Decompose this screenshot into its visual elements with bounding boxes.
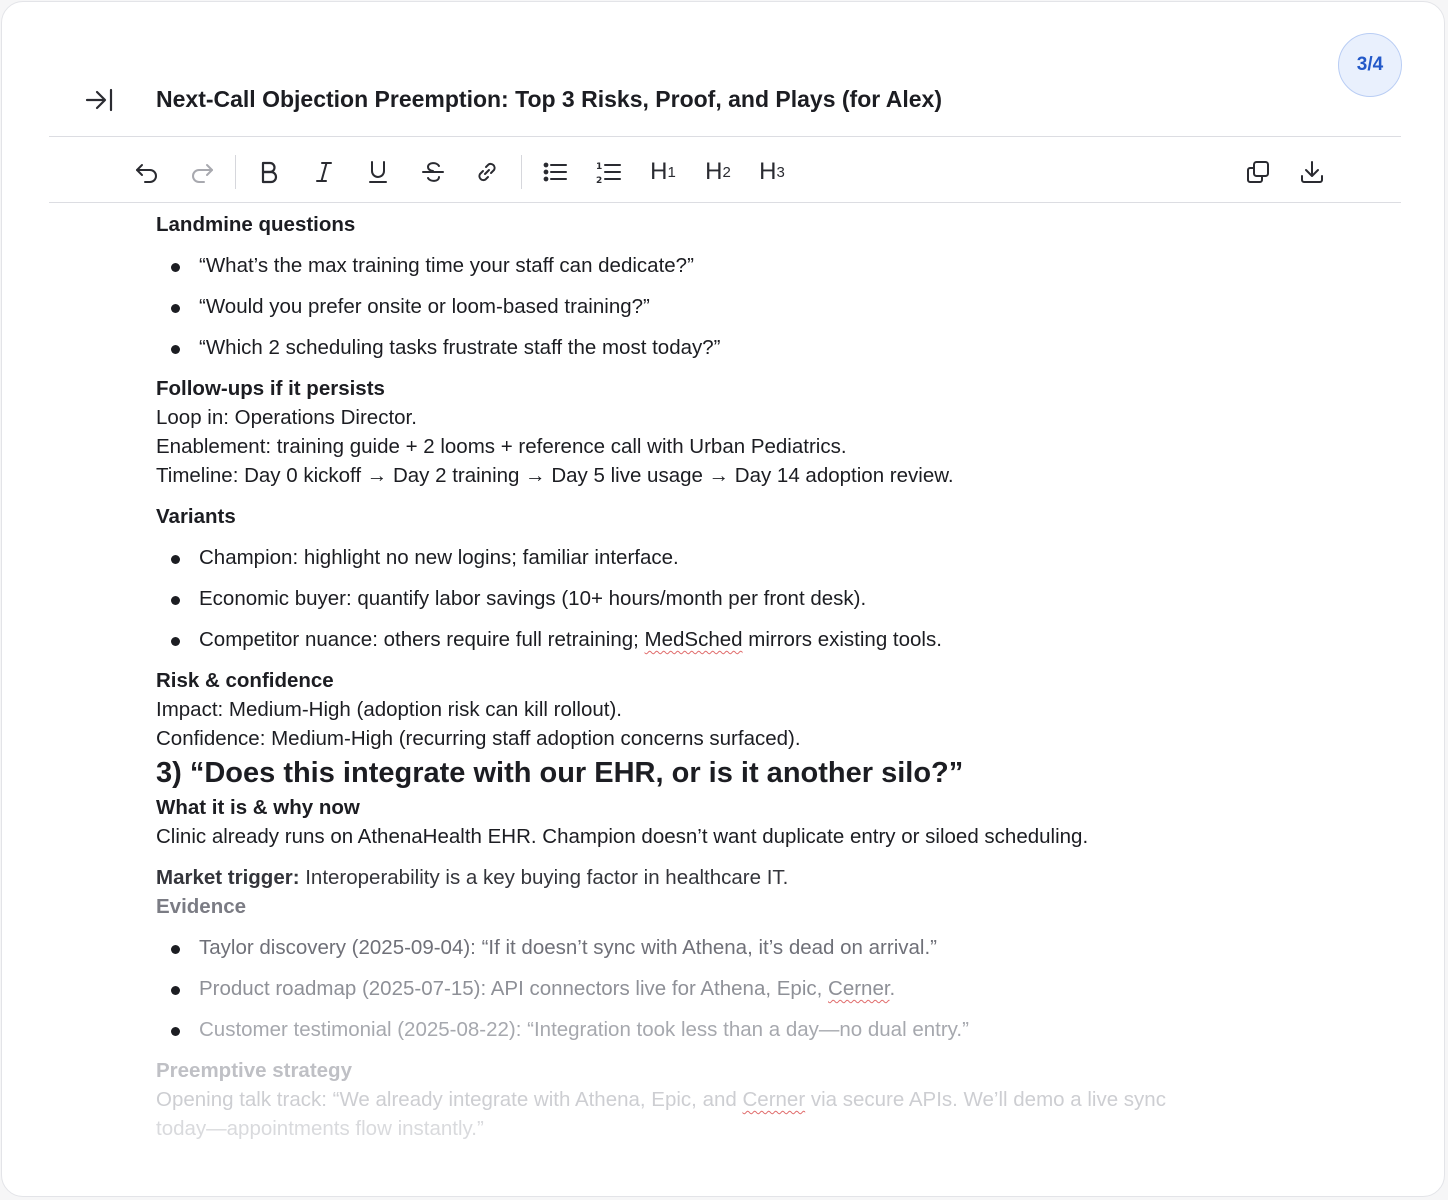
inline-label: Market trigger: [156, 866, 300, 889]
list-item-text: . [889, 977, 896, 1000]
section-label: Landmine questions [156, 213, 356, 236]
section-label: Evidence [156, 895, 247, 918]
document-card [1, 1, 1445, 1197]
spellcheck-word[interactable]: MedSched [644, 628, 743, 651]
list-item-text: Competitor nuance: others require full retraining; [199, 628, 645, 651]
market-trigger-line [156, 863, 1326, 892]
link-icon[interactable] [467, 152, 507, 192]
list-item: Champion: highlight no new logins; familiar interface. [156, 543, 1326, 584]
undo-icon[interactable] [127, 152, 167, 192]
heading-3-label: H [759, 158, 777, 185]
list-item: “Which 2 scheduling tasks frustrate staff the most today?” [156, 333, 1326, 374]
page-indicator-badge[interactable]: 3/4 [1338, 33, 1402, 97]
heading-3-button[interactable] [752, 152, 792, 192]
text-line: Timeline: Day 0 kickoff → Day 2 training → Day 5 live usage → Day 14 adoption review. [156, 464, 954, 487]
toolbar-separator [521, 155, 522, 189]
landmine-list [156, 251, 1326, 374]
list-item-text: Product roadmap (2025-07-15): API connectors live for Athena, Epic, [199, 977, 829, 1000]
text-line: Impact: Medium-High (adoption risk can kill rollout). [156, 698, 622, 721]
section-label: What it is & why now [156, 796, 360, 819]
text-line: Enablement: training guide + 2 looms + reference call with Urban Pediatrics. [156, 435, 847, 458]
variants-list [156, 543, 1326, 666]
list-item [156, 974, 1326, 1015]
download-icon[interactable] [1292, 152, 1332, 192]
what-block [156, 793, 1326, 851]
evidence-list [156, 933, 1326, 1056]
inline-text: Interoperability is a key buying factor in healthcare IT. [299, 866, 789, 889]
heading-1-label: H [650, 158, 668, 185]
document-title: Next-Call Objection Preemption: Top 3 Risks, Proof, and Plays (for Alex) [156, 86, 942, 112]
list-item: Customer testimonial (2025-08-22): “Integration took less than a day—no dual entry.” [156, 1015, 1326, 1056]
spellcheck-word[interactable]: Cerner [742, 1088, 806, 1111]
copy-icon[interactable] [1238, 152, 1278, 192]
strategy-block [156, 1056, 1326, 1143]
risk-block [156, 666, 1326, 753]
strikethrough-icon[interactable] [413, 152, 453, 192]
heading-2-label: H [705, 158, 723, 185]
heading-3-sub: 3 [776, 163, 785, 181]
bulleted-list-icon[interactable] [535, 152, 575, 192]
list-item [156, 625, 1326, 666]
svg-text:1: 1 [596, 162, 603, 172]
header-divider [49, 136, 1401, 137]
text-line: Loop in: Operations Director. [156, 406, 417, 429]
collapse-panel-icon[interactable] [84, 84, 116, 116]
svg-text:2: 2 [596, 176, 603, 186]
text-line [156, 1085, 1326, 1114]
list-item: “Would you prefer onsite or loom-based training?” [156, 292, 1326, 333]
inline-text: Opening talk track: “We already integrate with Athena, Epic, and [156, 1088, 743, 1111]
list-item: Economic buyer: quantify labor savings (10+ hours/month per front desk). [156, 584, 1326, 625]
section-label: Follow-ups if it persists [156, 377, 385, 400]
section-label: Variants [156, 505, 236, 528]
inline-text: via secure APIs. We’ll demo a live sync [805, 1088, 1166, 1111]
heading-1-button[interactable] [643, 152, 683, 192]
bold-icon[interactable] [249, 152, 289, 192]
followups-block [156, 374, 1326, 490]
toolbar-divider [49, 202, 1401, 203]
underline-icon[interactable] [358, 152, 398, 192]
section-label: Risk & confidence [156, 669, 334, 692]
section-label: Preemptive strategy [156, 1059, 352, 1082]
heading-2-sub: 2 [722, 163, 731, 181]
list-item: “What’s the max training time your staff can dedicate?” [156, 251, 1326, 292]
list-item-text: mirrors existing tools. [742, 628, 942, 651]
italic-icon[interactable] [304, 152, 344, 192]
list-item: Taylor discovery (2025-09-04): “If it doesn’t sync with Athena, it’s dead on arrival.” [156, 933, 1326, 974]
spellcheck-word[interactable]: Cerner [828, 977, 890, 1000]
section-heading: 3) “Does this integrate with our EHR, or is it another silo?” [156, 757, 964, 789]
text-line: Confidence: Medium-High (recurring staff adoption concerns surfaced). [156, 727, 801, 750]
heading-2-button[interactable] [698, 152, 738, 192]
evidence-block [156, 892, 1326, 921]
toolbar-separator [235, 155, 236, 189]
document-body[interactable] [156, 210, 1326, 1143]
redo-icon[interactable] [182, 152, 222, 192]
text-line: Clinic already runs on AthenaHealth EHR. Champion doesn’t want duplicate entry or siloed scheduling. [156, 825, 1089, 848]
heading-1-sub: 1 [667, 163, 676, 181]
numbered-list-icon[interactable] [589, 152, 629, 192]
text-line: today—appointments flow instantly.” [156, 1117, 484, 1140]
